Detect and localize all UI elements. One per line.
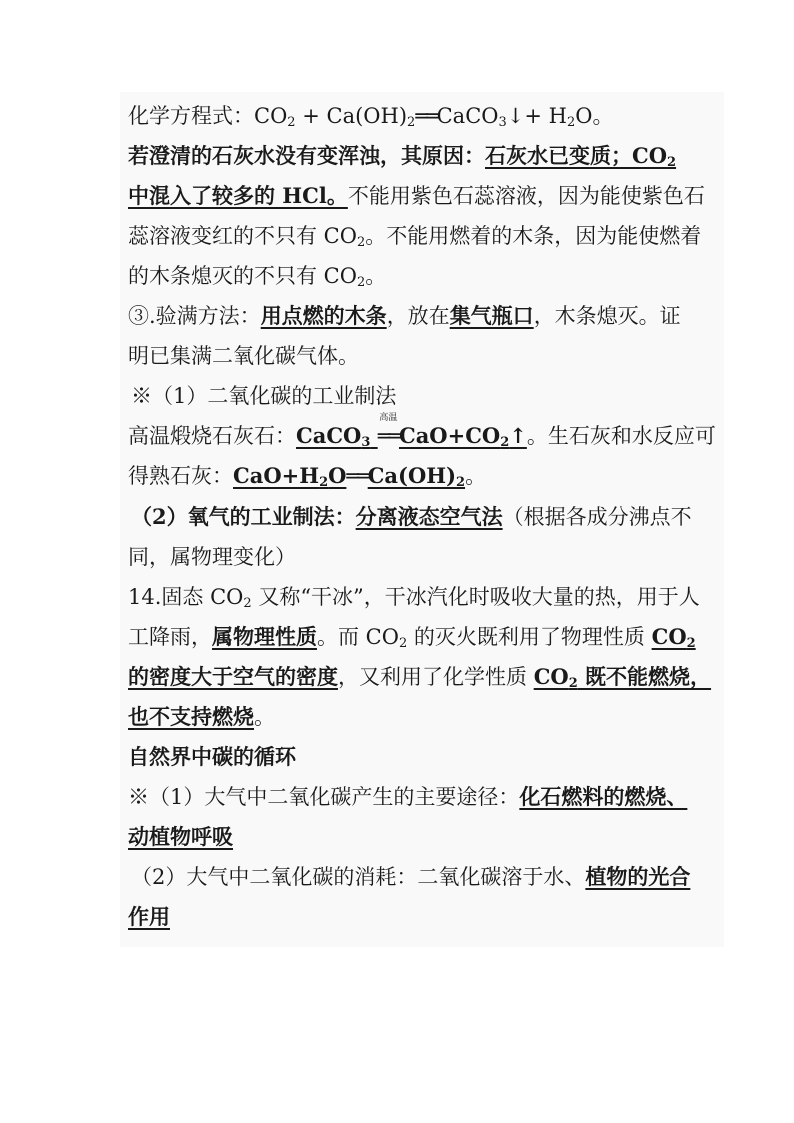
subscript: 2 xyxy=(398,636,408,651)
answer-text: 作用 xyxy=(128,904,170,929)
text: 。而 CO xyxy=(317,625,399,649)
reason-line-2 xyxy=(128,176,724,216)
equation-line xyxy=(128,413,724,456)
text: 。 xyxy=(465,464,487,488)
text: 若澄清的石灰水没有变浑浊，其原因： xyxy=(128,143,485,168)
subscript: 2 xyxy=(407,115,416,130)
text: 14.固态 CO xyxy=(128,585,244,609)
answer-text: 石灰水已变质；$CO_2$ xyxy=(485,143,677,170)
text-line xyxy=(128,537,724,577)
text-line xyxy=(128,817,724,857)
answer-text: 也不支持燃烧 xyxy=(128,704,254,729)
text: CO xyxy=(254,104,288,128)
text: ，木条熄灭。证 xyxy=(533,304,681,328)
text: O。 xyxy=(575,104,614,128)
text: 不能用紫色石蕊溶液，因为能使紫色石 xyxy=(347,184,705,208)
text-line xyxy=(128,256,724,296)
text: 同，属物理变化） xyxy=(128,545,296,569)
reason-line xyxy=(128,136,724,176)
text-line xyxy=(128,216,724,256)
text-line xyxy=(131,857,727,897)
text-line xyxy=(128,577,724,617)
section-heading xyxy=(131,497,727,537)
method-line xyxy=(128,296,724,336)
subscript: 2 xyxy=(356,275,366,290)
text: 的木条熄灭的不只有 CO xyxy=(128,264,357,288)
subscript: 2 xyxy=(243,596,252,611)
text: 自然界中碳的循环 xyxy=(128,744,296,769)
text: （2）氧气的工业制法： xyxy=(131,504,356,529)
text: （2）大气中二氧化碳的消耗：二氧化碳溶于水、 xyxy=(131,865,586,889)
text-line xyxy=(128,777,724,817)
text: 。生石灰和水反应可 xyxy=(526,424,716,448)
text: ※（1）二氧化碳的工业制法 xyxy=(131,384,397,408)
answer-text: $CO_2$ 既不能燃烧， xyxy=(533,664,712,691)
text: （根据各成分沸点不 xyxy=(502,505,692,529)
subscript: 2 xyxy=(356,235,366,250)
answer-text: 的密度大于空气的密度 xyxy=(128,664,338,689)
answer-text: 植物的光合 xyxy=(585,864,691,889)
subscript: 3 xyxy=(498,115,507,130)
text: ，又利用了化学性质 xyxy=(338,665,534,689)
answer-text: 集气瓶口 xyxy=(449,303,534,328)
text: 。 xyxy=(365,264,387,288)
text: 工降雨， xyxy=(128,625,212,649)
text: 化学方程式： xyxy=(128,104,254,128)
text: 。 xyxy=(254,705,275,729)
section-heading xyxy=(131,376,727,416)
text-line xyxy=(128,617,724,657)
text: ↓+ H xyxy=(506,104,567,128)
text: 的灭火既利用了物理性质 xyxy=(407,625,652,649)
text: + Ca(OH) xyxy=(295,104,408,128)
equation: CaCO$_3$ 高温 $══CaO+CO_2↑$ xyxy=(296,413,527,450)
text-line xyxy=(128,897,724,937)
answer-text: 中混入了较多的 HCl。 xyxy=(128,183,348,208)
answer-text: $CO_2$ xyxy=(651,624,696,651)
condition-label: 高温 xyxy=(379,413,398,423)
equation-line xyxy=(128,96,724,136)
text: 又称“干冰”，干冰汽化时吸收大量的热，用于人 xyxy=(251,585,700,609)
text: 蕊溶液变红的不只有 CO xyxy=(128,224,357,248)
section-title xyxy=(128,737,724,777)
equation: $CaO+H_2O══Ca(OH)_2$ xyxy=(233,463,466,490)
text: 高温煅烧石灰石： xyxy=(128,424,296,448)
equation-line xyxy=(128,456,724,496)
text: ※（1）大气中二氧化碳产生的主要途径： xyxy=(128,785,520,809)
text-line xyxy=(128,697,724,737)
answer-text: 分离液态空气法 xyxy=(355,504,503,529)
text-line xyxy=(128,336,724,376)
answer-text: 化石燃料的燃烧、 xyxy=(519,784,688,809)
subscript: 2 xyxy=(566,115,576,130)
text: 得熟石灰： xyxy=(128,464,233,488)
answer-text: 用点燃的木条 xyxy=(260,303,387,328)
text: CaCO xyxy=(436,104,499,128)
equals-sign: ══ xyxy=(415,104,437,128)
text: ③.验满方法： xyxy=(128,304,261,328)
subscript: 2 xyxy=(287,115,296,130)
answer-text: 属物理性质 xyxy=(212,624,317,649)
text: 明已集满二氧化碳气体。 xyxy=(128,344,359,368)
text: ，放在 xyxy=(386,304,450,328)
text: 。不能用燃着的木条，因为能使燃着 xyxy=(365,224,702,248)
text-line xyxy=(128,657,724,697)
answer-text: 动植物呼吸 xyxy=(128,824,233,849)
